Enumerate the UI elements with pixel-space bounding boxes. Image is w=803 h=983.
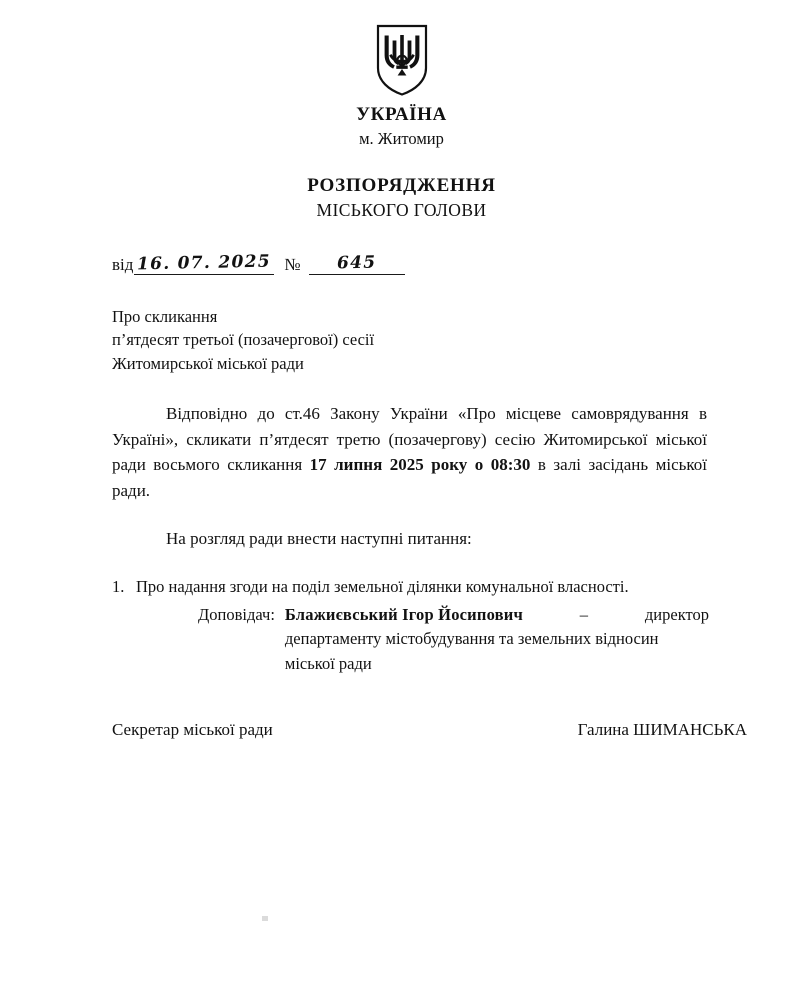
subject-block bbox=[0, 305, 803, 375]
reporter-name: Блажиєвський Ігор Йосипович bbox=[284, 605, 523, 625]
city-name: м. Житомир bbox=[359, 129, 444, 148]
ukraine-tryzub-coat-of-arms-icon bbox=[375, 24, 429, 96]
agenda-item-number: 1. bbox=[112, 577, 125, 597]
signature-block bbox=[0, 720, 803, 740]
agenda-item bbox=[112, 575, 753, 599]
reporter-line-1 bbox=[285, 603, 709, 627]
agenda-list bbox=[0, 575, 803, 675]
subject-line-3: Житомирської міської ради bbox=[112, 353, 304, 373]
registration-number-field bbox=[309, 253, 405, 275]
signatory-position: Секретар міської ради bbox=[112, 719, 273, 739]
subject-line-2: п’ятдесят третьої (позачергової) сесії bbox=[112, 330, 375, 350]
signatory-name: Галина ШИМАНСЬКА bbox=[577, 719, 747, 739]
country-title: УКРАЇНА bbox=[356, 104, 447, 125]
body-text-part-2: в залі засідань міської ради. bbox=[112, 455, 707, 500]
reporter-position-line-2: департаменту містобудування та земельних відносин bbox=[284, 629, 659, 649]
agenda-intro: На розгляд ради внести наступні питання: bbox=[166, 529, 472, 549]
reporter-position-line-1: директор bbox=[644, 605, 709, 625]
body-paragraph bbox=[0, 401, 803, 503]
emblem-container bbox=[0, 0, 803, 96]
agenda-item-reporter bbox=[112, 603, 753, 675]
reporter-label: Доповідач: bbox=[198, 605, 275, 625]
reporter-details bbox=[285, 603, 709, 675]
scan-artifact bbox=[262, 916, 268, 921]
body-meeting-datetime: 17 липня 2025 року о 08:30 bbox=[309, 455, 531, 475]
registration-line bbox=[0, 249, 803, 275]
document-subtype-title: МІСЬКОГО ГОЛОВИ bbox=[316, 200, 487, 220]
registration-number-value: 645 bbox=[336, 252, 377, 274]
reporter-line-2 bbox=[285, 627, 709, 651]
agenda-item-text: Про надання згоди на поділ земельної ділянки комунальної власності. bbox=[136, 577, 629, 597]
number-label: № bbox=[284, 255, 301, 274]
document-type-title: РОЗПОРЯДЖЕННЯ bbox=[307, 175, 496, 196]
reporter-position-line-3: міської ради bbox=[284, 653, 372, 673]
reporter-dash: – bbox=[579, 605, 589, 625]
subject-line-1: Про скликання bbox=[112, 307, 218, 326]
from-label: від bbox=[112, 255, 134, 274]
registration-date-value: 16. 07. 2025 bbox=[137, 251, 272, 275]
registration-date-field bbox=[134, 253, 274, 275]
body-text-part-1: Відповідно до ст.46 Закону України «Про місцеве самоврядування в Україні», скликати п’ятдесят третю (позачергову) сесію Житомирської міської ради восьмого скликання bbox=[112, 404, 707, 475]
